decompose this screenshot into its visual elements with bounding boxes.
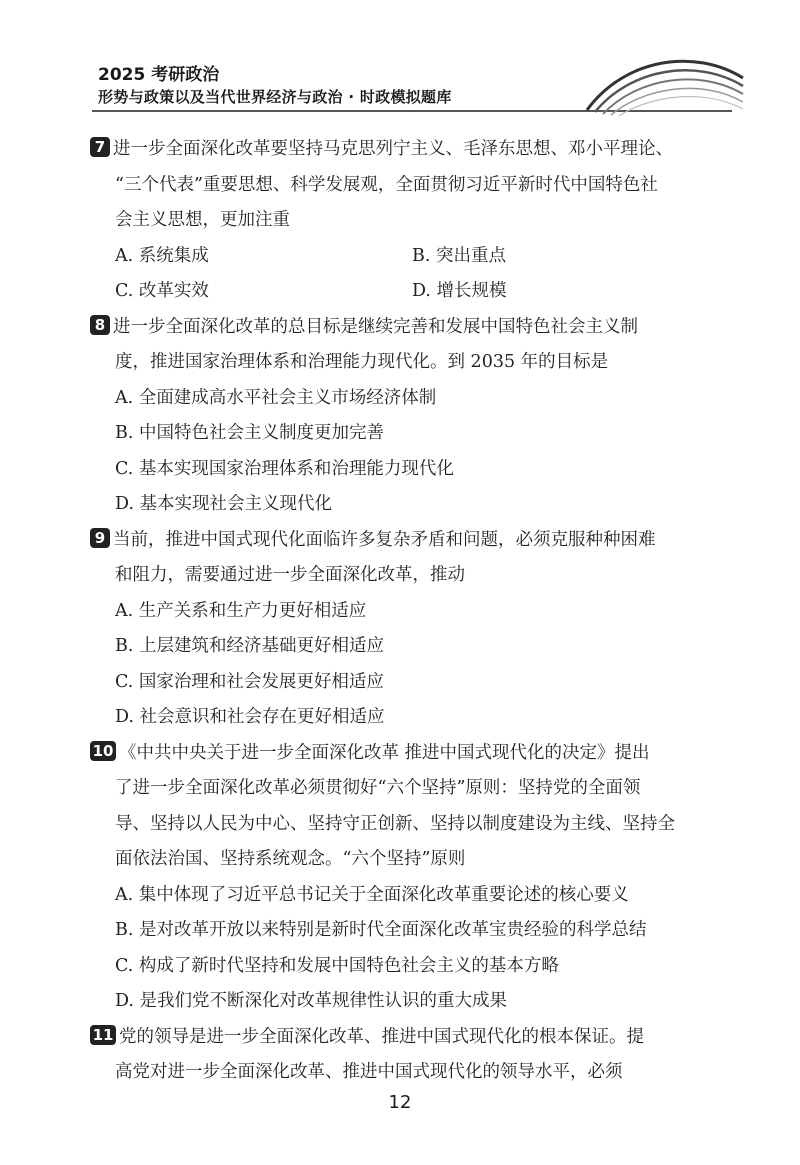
option-c: C. 改革实效 bbox=[115, 281, 209, 301]
option-a: A. 集中体现了习近平总书记关于全面深化改革重要论述的核心要义 bbox=[115, 884, 629, 905]
question-number: 8 bbox=[90, 315, 110, 335]
option-list bbox=[90, 594, 740, 736]
page-header bbox=[0, 0, 800, 125]
option-d: D. 增长规模 bbox=[412, 281, 507, 301]
question-9 bbox=[90, 523, 740, 736]
option-b: B. 是对改革开放以来特别是新时代全面深化改革宝贵经验的科学总结 bbox=[115, 920, 647, 940]
question-number: 7 bbox=[90, 137, 110, 157]
option-c: C. 国家治理和社会发展更好相适应 bbox=[115, 671, 384, 692]
question-7 bbox=[90, 132, 740, 310]
book-title: 2025 考研政治 bbox=[98, 65, 220, 85]
book-subtitle: 形势与政策以及当代世界经济与政治 · 时政模拟题库 bbox=[98, 88, 452, 106]
option-list bbox=[90, 381, 740, 523]
option-d: D. 是我们党不断深化对改革规律性认识的重大成果 bbox=[115, 991, 508, 1011]
question-number: 11 bbox=[90, 1025, 116, 1045]
option-d: D. 基本实现社会主义现代化 bbox=[115, 494, 333, 514]
header-arc-decoration bbox=[585, 48, 745, 118]
question-text: 进一步全面深化改革要坚持马克思列宁主义、毛泽东思想、邓小平理论、 bbox=[113, 139, 673, 159]
option-a: A. 全面建成高水平社会主义市场经济体制 bbox=[115, 387, 437, 408]
question-11 bbox=[90, 1020, 740, 1091]
option-grid bbox=[90, 239, 740, 310]
question-text: 高党对进一步全面深化改革、推进中国式现代化的领导水平，必须 bbox=[115, 1062, 623, 1082]
option-c: C. 基本实现国家治理体系和治理能力现代化 bbox=[115, 458, 454, 479]
question-text: 《中共中央关于进一步全面深化改革 推进中国式现代化的决定》提出 bbox=[119, 742, 650, 763]
question-8 bbox=[90, 310, 740, 523]
option-b: B. 中国特色社会主义制度更加完善 bbox=[115, 423, 384, 443]
option-a: A. 系统集成 bbox=[115, 245, 209, 266]
question-number: 9 bbox=[90, 528, 110, 548]
option-b: B. 突出重点 bbox=[412, 245, 506, 266]
question-text: 党的领导是进一步全面深化改革、推进中国式现代化的根本保证。提 bbox=[119, 1026, 644, 1047]
question-text: 会主义思想，更加注重 bbox=[115, 210, 290, 230]
question-text: “三个代表”重要思想、科学发展观，全面贯彻习近平新时代中国特色社 bbox=[115, 174, 658, 195]
question-text: 度，推进国家治理体系和治理能力现代化。到 2035 年的目标是 bbox=[115, 352, 609, 372]
question-10 bbox=[90, 736, 740, 1020]
option-list bbox=[90, 878, 740, 1020]
question-text: 当前，推进中国式现代化面临许多复杂矛盾和问题，必须克服种种困难 bbox=[113, 529, 656, 550]
option-c: C. 构成了新时代坚持和发展中国特色社会主义的基本方略 bbox=[115, 955, 559, 976]
question-text: 和阻力，需要通过进一步全面深化改革，推动 bbox=[115, 565, 465, 585]
question-number: 10 bbox=[90, 741, 116, 761]
question-text: 了进一步全面深化改革必须贯彻好“六个坚持”原则：坚持党的全面领 bbox=[115, 778, 641, 798]
question-text: 面依法治国、坚持系统观念。“六个坚持”原则 bbox=[115, 849, 466, 869]
question-text: 进一步全面深化改革的总目标是继续完善和发展中国特色社会主义制 bbox=[113, 316, 638, 337]
question-list bbox=[90, 132, 740, 1091]
option-a: A. 生产关系和生产力更好相适应 bbox=[115, 600, 367, 621]
page-number: 12 bbox=[388, 1092, 412, 1113]
question-text: 导、坚持以人民为中心、坚持守正创新、坚持以制度建设为主线、坚持全 bbox=[115, 813, 675, 834]
option-b: B. 上层建筑和经济基础更好相适应 bbox=[115, 636, 384, 656]
option-d: D. 社会意识和社会存在更好相适应 bbox=[115, 707, 385, 727]
